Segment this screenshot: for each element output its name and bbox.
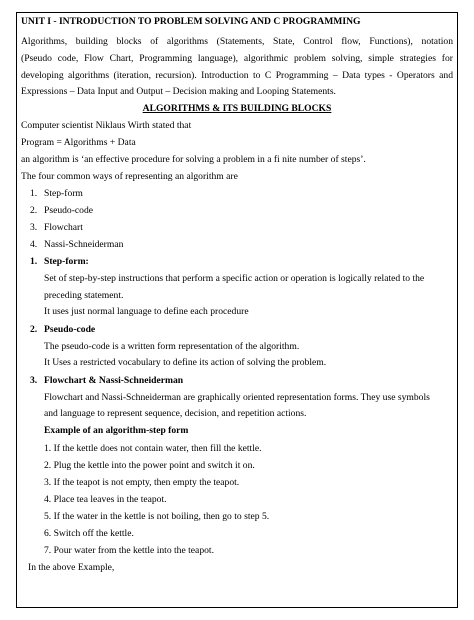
example-step: 4. Place tea leaves in the teapot. [44, 494, 167, 505]
flowchart-line-1: Flowchart and Nassi-Schneiderman are graphically oriented representation forms. They use symbols [44, 392, 430, 403]
intro-line-4: The four common ways of representing an algorithm are [21, 171, 238, 182]
list-item: Flowchart [44, 222, 83, 233]
intro-line-2: Program = Algorithms + Data [21, 137, 136, 148]
step-form-line-2: preceding statement. [44, 290, 124, 301]
list-item: Pseudo-code [44, 205, 94, 216]
intro-line-1: Computer scientist Niklaus Wirth stated that [21, 120, 192, 131]
list-number: 1. [30, 188, 38, 199]
syllabus-line-3: developing algorithms (iteration, recursion). Introduction to C Programming – Data types - Operators and [21, 70, 453, 81]
example-step: 6. Switch off the kettle. [44, 528, 134, 539]
flowchart-number: 3. [30, 375, 38, 386]
flowchart-line-2: and language to represent sequence, decision, and repetition actions. [44, 408, 307, 419]
closing-line: In the above Example, [28, 562, 115, 573]
example-heading: Example of an algorithm-step form [44, 425, 189, 436]
list-number: 3. [30, 222, 38, 233]
example-step: 5. If the water in the kettle is not boiling, then go to step 5. [44, 511, 270, 522]
pseudo-code-line-1: The pseudo-code is a written form representation of the algorithm. [44, 341, 300, 352]
list-number: 4. [30, 239, 38, 250]
list-item: Step-form [44, 188, 83, 199]
example-step: 2. Plug the kettle into the power point and switch it on. [44, 460, 255, 471]
section-title: ALGORITHMS & ITS BUILDING BLOCKS [142, 103, 332, 114]
step-form-number: 1. [30, 256, 38, 267]
step-form-heading: Step-form: [44, 256, 89, 267]
syllabus-line-2: (Pseudo code, Flow Chart, Programming language), algorithmic problem solving, simple strategies for [21, 53, 453, 64]
unit-title: UNIT I - INTRODUCTION TO PROBLEM SOLVING AND C PROGRAMMING [21, 16, 361, 27]
pseudo-code-line-2: It Uses a restricted vocabulary to define its action of solving the problem. [44, 357, 327, 368]
intro-line-3: an algorithm is ‘an effective procedure for solving a problem in a fi nite number of steps’. [21, 154, 366, 165]
list-number: 2. [30, 205, 38, 216]
syllabus-line-1: Algorithms, building blocks of algorithms (Statements, State, Control flow, Functions), notation [21, 36, 453, 47]
step-form-line-3: It uses just normal language to define each procedure [44, 306, 249, 317]
list-item: Nassi-Schneiderman [44, 239, 124, 250]
example-step: 3. If the teapot is not empty, then empty the teapot. [44, 477, 240, 488]
flowchart-heading: Flowchart & Nassi-Schneiderman [44, 375, 184, 386]
pseudo-code-number: 2. [30, 324, 38, 335]
example-step: 1. If the kettle does not contain water, then fill the kettle. [44, 443, 262, 454]
step-form-line-1: Set of step-by-step instructions that perform a specific action or operation is logically related to the [44, 273, 425, 284]
example-step: 7. Pour water from the kettle into the teapot. [44, 545, 214, 556]
syllabus-line-4: Expressions – Data Input and Output – Decision making and Looping Statements. [21, 86, 336, 97]
pseudo-code-heading: Pseudo-code [44, 324, 96, 335]
